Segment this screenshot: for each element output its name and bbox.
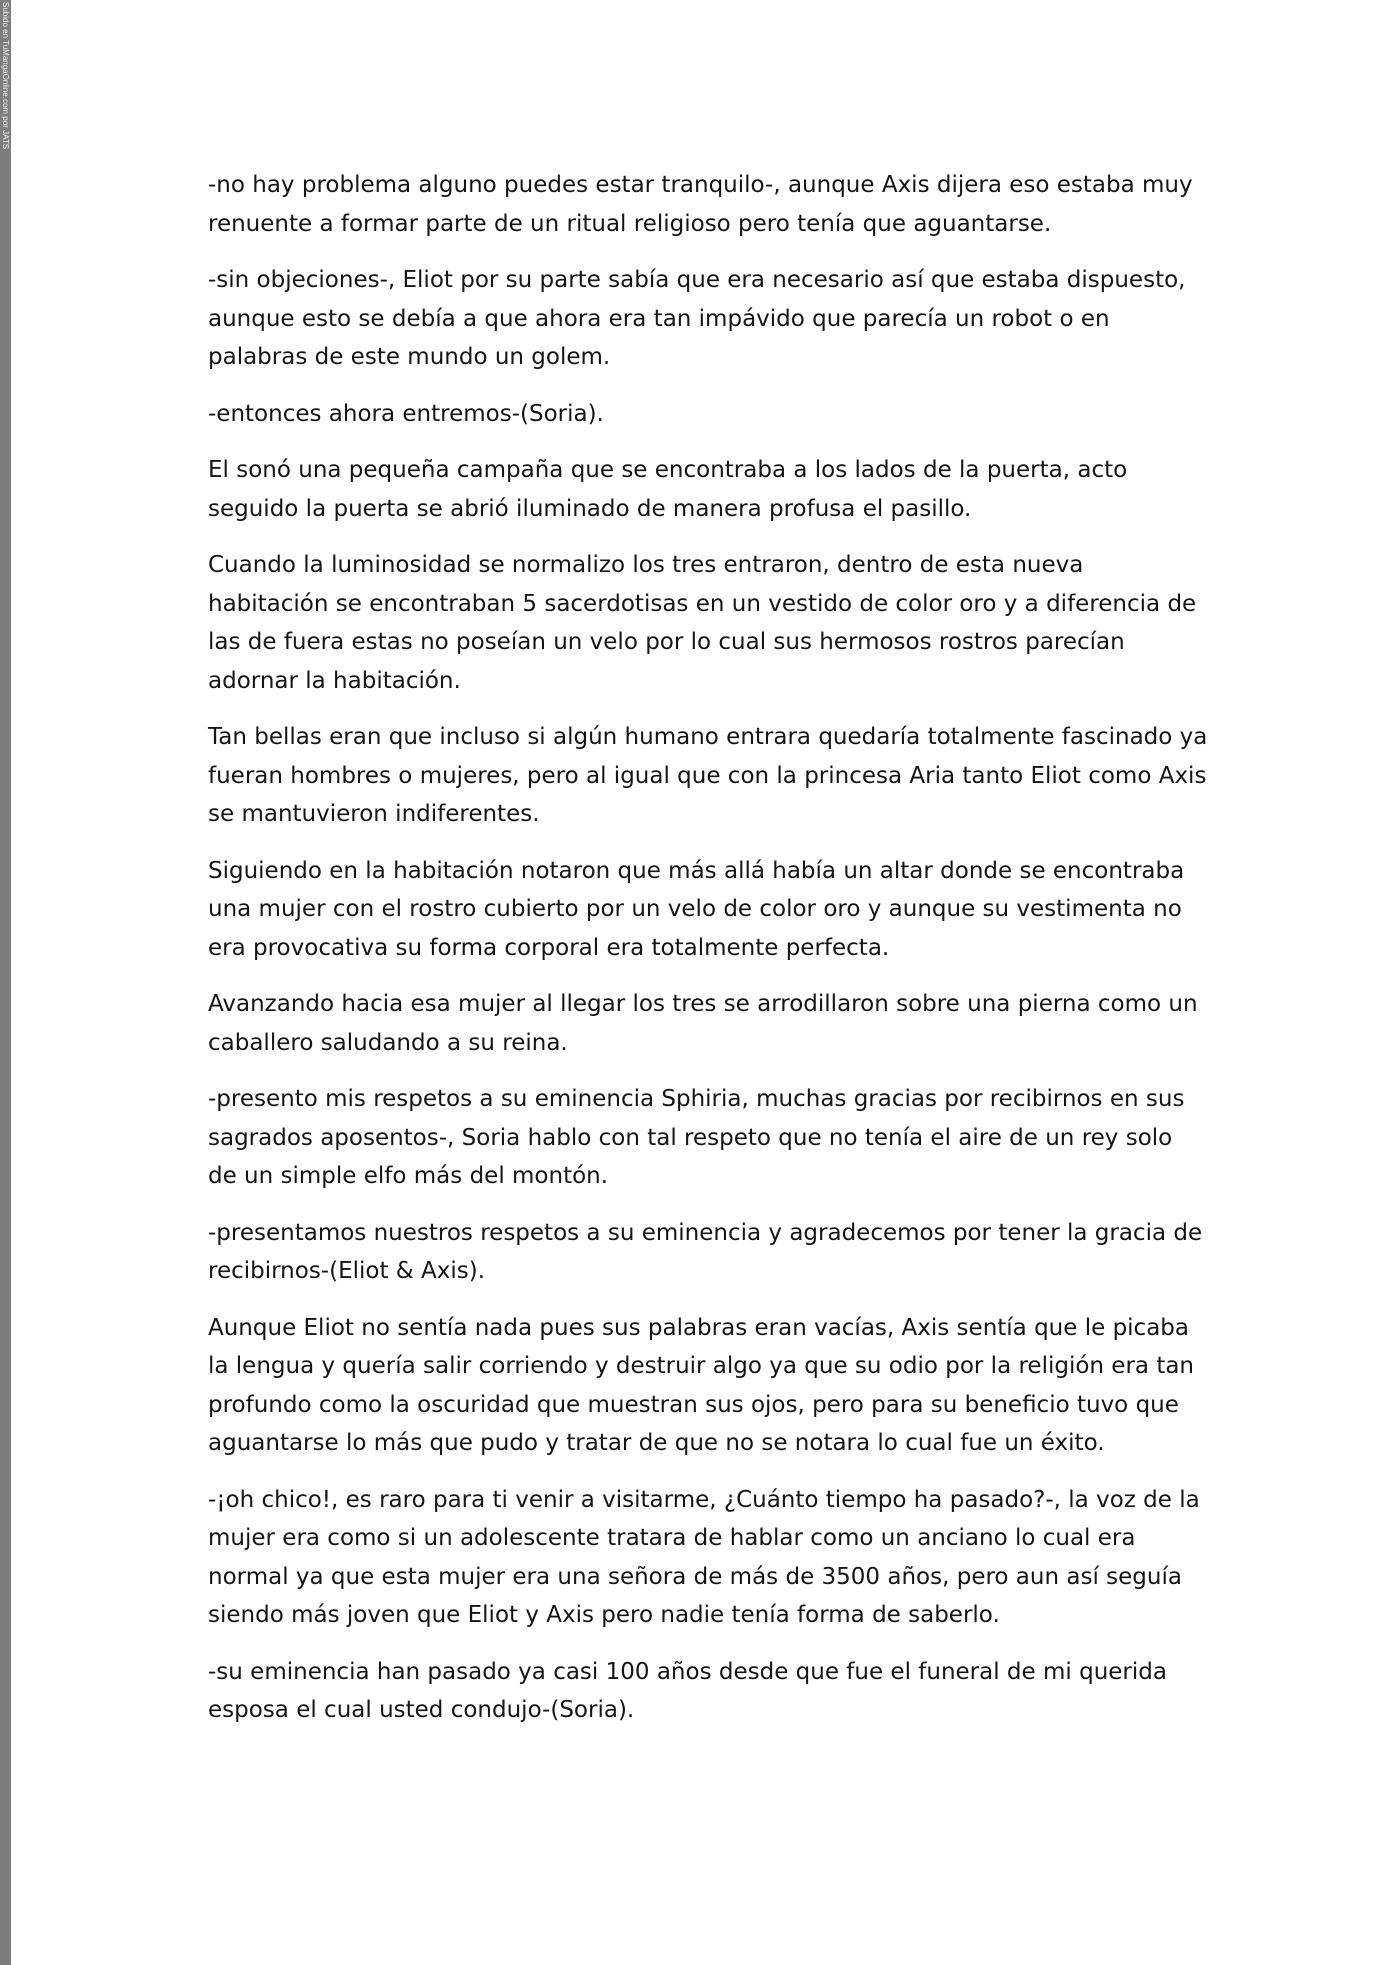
paragraph: -¡oh chico!, es raro para ti venir a visitarme, ¿Cuánto tiempo ha pasado?-, la voz de la mujer era como si un adolescente tratara de hablar como un anciano lo cual era normal ya que esta mujer era una señora de más de 3500 años, pero aun así seguía siendo más joven que Eliot y Axis pero nadie tenía forma de saberlo.: [208, 1486, 1200, 1628]
paragraph: -entonces ahora entremos-(Soria).: [208, 400, 604, 427]
paragraph: -presentamos nuestros respetos a su eminencia y agradecemos por tener la gracia de recibirnos-(Eliot & Axis).: [208, 1219, 1203, 1284]
paragraph: -su eminencia han pasado ya casi 100 años desde que fue el funeral de mi querida esposa el cual usted condujo-(Soria).: [208, 1658, 1167, 1723]
paragraph: -no hay problema alguno puedes estar tranquilo-, aunque Axis dijera eso estaba muy renuente a formar parte de un ritual religioso pero tenía que aguantarse.: [208, 172, 1193, 237]
paragraph: -sin objeciones-, Eliot por su parte sabía que era necesario así que estaba dispuesto, aunque esto se debía a que ahora era tan impávido que parecía un robot o en palabras de este mundo un golem.: [208, 267, 1186, 370]
paragraph: Aunque Eliot no sentía nada pues sus palabras eran vacías, Axis sentía que le picaba la lengua y quería salir corriendo y destruir algo ya que su odio por la religión era tan profundo como la oscuridad que muestran sus ojos, pero para su beneficio tuvo que aguantarse lo más que pudo y tratar de que no se notara lo cual fue un éxito.: [208, 1314, 1195, 1456]
paragraph: Tan bellas eran que incluso si algún humano entrara quedaría totalmente fascinado ya fueran hombres o mujeres, pero al igual que con la princesa Aria tanto Eliot como Axis se mantuvieron indiferentes.: [208, 724, 1208, 827]
watermark-text: Subido en TuMangaOnline.com por JATS: [1, 2, 10, 150]
paragraph: Avanzando hacia esa mujer al llegar los tres se arrodillaron sobre una pierna como un caballero saludando a su reina.: [208, 991, 1198, 1056]
paragraph: El sonó una pequeña campaña que se encontraba a los lados de la puerta, acto seguido la puerta se abrió iluminado de manera profusa el pasillo.: [208, 457, 1128, 522]
watermark: [0, 0, 11, 200]
document-body: [208, 166, 1208, 1748]
paragraph: -presento mis respetos a su eminencia Sphiria, muchas gracias por recibirnos en sus sagrados aposentos-, Soria hablo con tal respeto que no tenía el aire de un rey solo de un simple elfo más del montón.: [208, 1086, 1185, 1189]
side-strip: [0, 0, 11, 1965]
paragraph: Siguiendo en la habitación notaron que más allá había un altar donde se encontraba una mujer con el rostro cubierto por un velo de color oro y aunque su vestimenta no era provocativa su forma corporal era totalmente perfecta.: [208, 857, 1185, 961]
paragraph: Cuando la luminosidad se normalizo los tres entraron, dentro de esta nueva habitación se encontraban 5 sacerdotisas en un vestido de color oro y a diferencia de las de fuera estas no poseían un velo por lo cual sus hermosos rostros parecían adornar la habitación.: [208, 552, 1197, 694]
